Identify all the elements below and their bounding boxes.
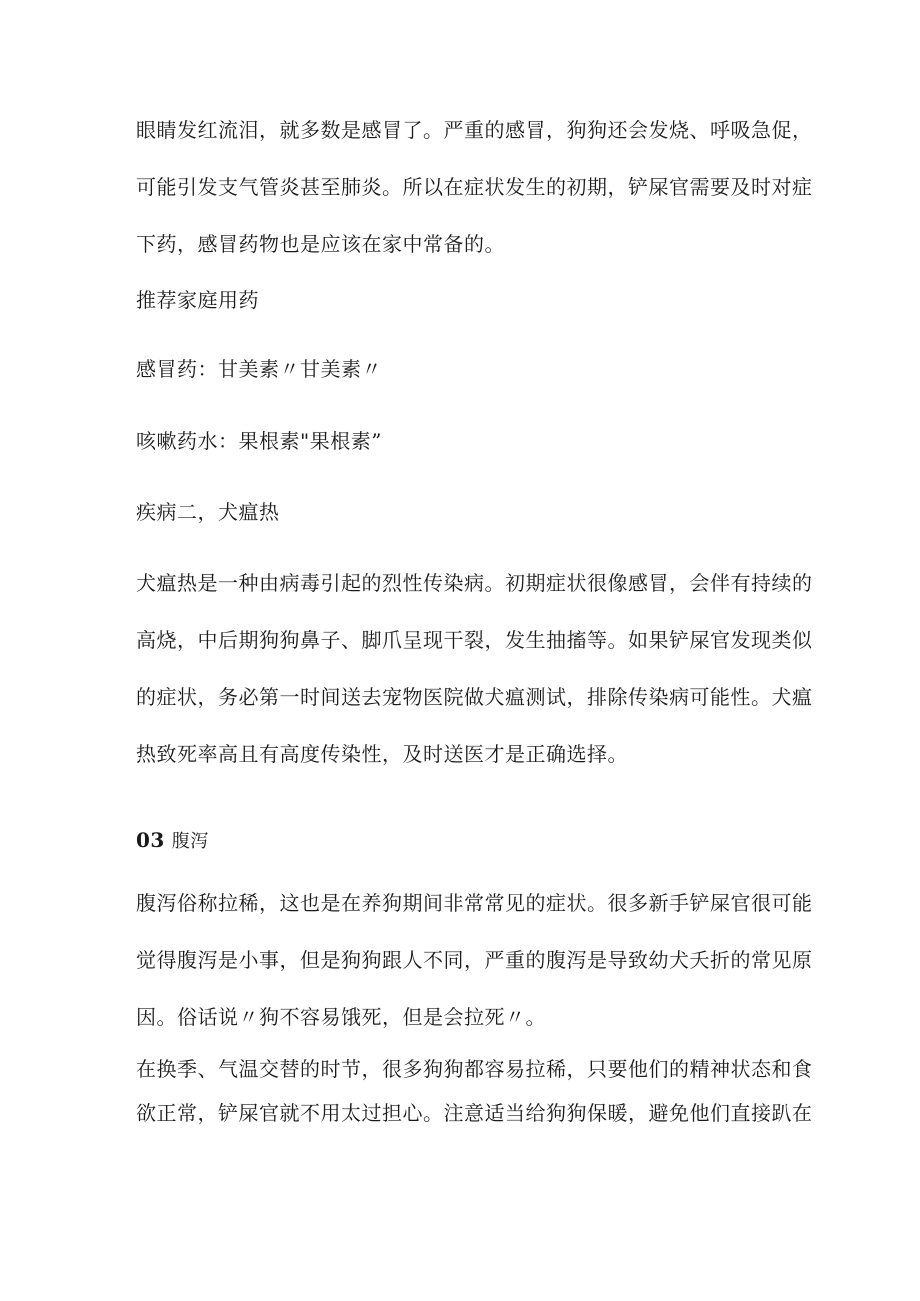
text-line: 眼睛发红流泪，就多数是感冒了。严重的感冒，狗狗还会发烧、呼吸急促， [136, 118, 813, 142]
text-line: 欲正常，铲屎官就不用太过担心。注意适当给狗狗保暖，避免他们直接趴在 [136, 1101, 813, 1125]
text-line: 的症状，务必第一时间送去宠物医院做犬瘟测试，排除传染病可能性。犬瘟 [136, 685, 813, 709]
paragraph-distemper [136, 555, 813, 783]
text-line: 觉得腹泻是小事，但是狗狗跟人不同，严重的腹泻是导致幼犬夭折的常见原 [136, 948, 813, 972]
text-line: 高烧，中后期狗狗鼻子、脚爪呈现干裂，发生抽搐等。如果铲屎官发现类似 [136, 628, 813, 652]
disease-two-title: 疾病二，犬瘟热 [136, 500, 280, 524]
paragraph-diarrhea-season [136, 1047, 813, 1135]
section-number: 03 [136, 828, 165, 852]
section-heading-03 [136, 825, 804, 857]
text-line: 犬瘟热是一种由病毒引起的烈性传染病。初期症状很像感冒，会伴有持续的 [136, 571, 813, 595]
cough-medicine-line: 咳嗽药水：果根素"果根素” [136, 429, 382, 453]
text-line: 在换季、气温交替的时节，很多狗狗都容易拉稀，只要他们的精神状态和食 [136, 1057, 813, 1081]
text-line: 腹泻俗称拉稀，这也是在养狗期间非常常见的症状。很多新手铲屎官很可能 [136, 891, 813, 915]
text-line: 可能引发支气管炎甚至肺炎。所以在症状发生的初期，铲屎官需要及时对症 [136, 175, 813, 199]
cold-medicine-line: 感冒药：甘美素〃甘美素〃 [136, 357, 382, 381]
section-title: 腹泻 [171, 831, 209, 852]
recommend-title: 推荐家庭用药 [136, 288, 259, 312]
text-line: 下药，感冒药物也是应该在家中常备的。 [136, 232, 505, 256]
text-line: 热致死率高且有高度传染性，及时送医才是正确选择。 [136, 742, 628, 766]
text-line: 因。俗话说〃狗不容易饿死，但是会拉死〃。 [136, 1005, 546, 1029]
paragraph-diarrhea-intro [136, 875, 813, 1046]
paragraph-cold-symptoms [136, 102, 813, 273]
